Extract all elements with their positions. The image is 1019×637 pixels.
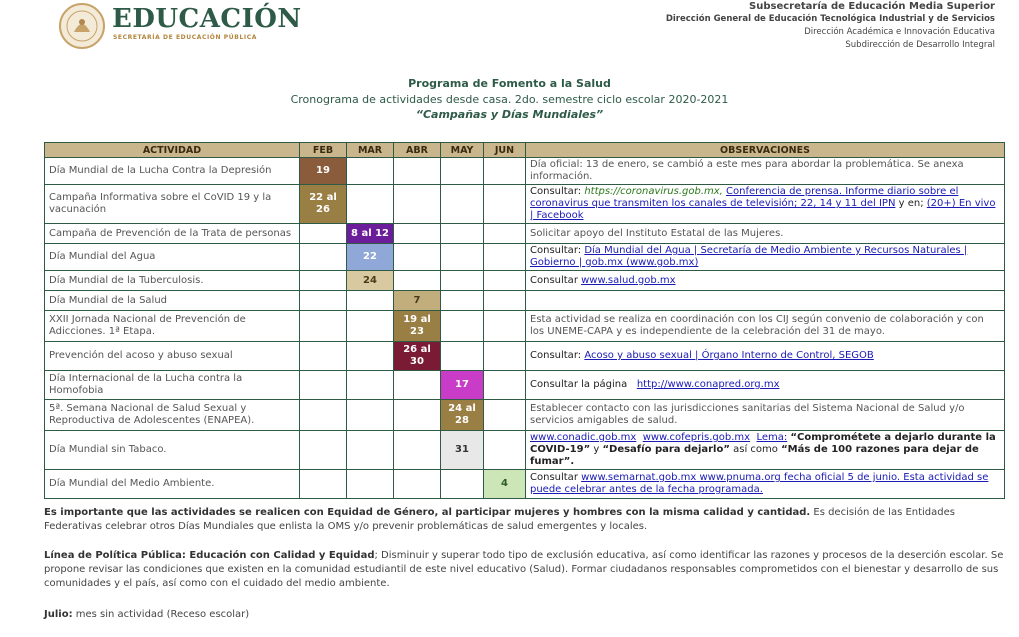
obs-link[interactable]: Día Mundial del Agua | Secretaría de Medio Ambiente y Recursos Naturales | Gobierno | gob.mx (www.gob.mx) (530, 245, 968, 268)
empty-month-cell (484, 158, 526, 185)
empty-month-cell (441, 244, 484, 271)
obs-text: Día oficial: 13 de enero, se cambió a este mes para abordar la problemática. Se anexa información. (530, 159, 964, 182)
empty-month-cell (441, 224, 484, 244)
observation-cell (526, 311, 1005, 342)
activity-cell: Día Mundial de la Salud (45, 291, 300, 311)
empty-month-cell (441, 291, 484, 311)
empty-month-cell (484, 224, 526, 244)
header-abr: ABR (394, 143, 441, 158)
empty-month-cell (484, 400, 526, 431)
table-row (45, 342, 1005, 371)
empty-month-cell (347, 311, 394, 342)
empty-month-cell (484, 342, 526, 371)
obs-link[interactable]: www.cofepris.gob.mx (642, 432, 751, 443)
empty-month-cell (300, 371, 347, 400)
empty-month-cell (394, 185, 441, 224)
empty-month-cell (300, 291, 347, 311)
empty-month-cell (300, 431, 347, 470)
obs-label: Consultar: (530, 186, 582, 197)
table-row (45, 158, 1005, 185)
empty-month-cell (300, 224, 347, 244)
mexico-seal-icon (58, 2, 106, 50)
date-cell: 31 (441, 431, 484, 470)
date-cell: 4 (484, 470, 526, 499)
obs-quote: “Desafío para dejarlo” (602, 444, 730, 455)
empty-month-cell (347, 158, 394, 185)
empty-month-cell (347, 400, 394, 431)
brand-logo-text: EDUCACIÓN (112, 4, 302, 34)
observation-cell (526, 371, 1005, 400)
empty-month-cell (441, 158, 484, 185)
date-cell: 22 al 26 (300, 185, 347, 224)
obs-link[interactable]: Acoso y abuso sexual | Órgano Interno de Control, SEGOB (584, 350, 874, 361)
empty-month-cell (484, 291, 526, 311)
empty-month-cell (347, 291, 394, 311)
campaign-title: “Campañas y Días Mundiales” (415, 108, 604, 121)
note-policy (44, 549, 1006, 591)
empty-month-cell (394, 400, 441, 431)
observation-cell (526, 244, 1005, 271)
empty-month-cell (347, 431, 394, 470)
obs-link[interactable]: https://coronavirus.gob.mx, (584, 186, 723, 197)
date-cell: 17 (441, 371, 484, 400)
obs-text: y en; (898, 198, 924, 209)
activity-cell: Día Mundial de la Lucha Contra la Depresión (45, 158, 300, 185)
schedule-subtitle: Cronograma de actividades desde casa. 2do. semestre ciclo escolar 2020-2021 (290, 93, 729, 106)
brand-subtitle: SECRETARÍA DE EDUCACIÓN PÚBLICA (113, 34, 257, 41)
empty-month-cell (300, 400, 347, 431)
table-row (45, 185, 1005, 224)
obs-label: Consultar: (530, 350, 582, 361)
empty-month-cell (300, 470, 347, 499)
activity-cell: 5ª. Semana Nacional de Salud Sexual y Reproductiva de Adolescentes (ENAPEA). (45, 400, 300, 431)
note-july-bold: Julio: (44, 609, 73, 620)
observation-cell (526, 271, 1005, 291)
empty-month-cell (394, 271, 441, 291)
observation-cell (526, 185, 1005, 224)
empty-month-cell (394, 158, 441, 185)
table-row (45, 224, 1005, 244)
date-cell: 7 (394, 291, 441, 311)
obs-label: Consultar (530, 472, 578, 483)
activity-cell: Día Internacional de la Lucha contra la Homofobia (45, 371, 300, 400)
note-july-text: mes sin actividad (Receso escolar) (75, 609, 250, 620)
empty-month-cell (394, 431, 441, 470)
table-row (45, 431, 1005, 470)
empty-month-cell (441, 470, 484, 499)
note-equity-bold: Es importante que las actividades se realicen con Equidad de Género, al participar mujeres y hombres con la misma calidad y cantidad. (44, 507, 811, 518)
date-cell: 8 al 12 (347, 224, 394, 244)
empty-month-cell (484, 271, 526, 291)
program-title: Programa de Fomento a la Salud (408, 77, 611, 90)
observation-cell (526, 431, 1005, 470)
empty-month-cell (441, 271, 484, 291)
obs-link[interactable]: www.salud.gob.mx (581, 274, 676, 286)
header-institution (666, 0, 995, 52)
obs-text: Solicitar apoyo del Instituto Estatal de las Mujeres. (530, 227, 784, 239)
empty-month-cell (347, 371, 394, 400)
header-line: Dirección General de Educación Tecnológica Industrial y de Servicios (665, 14, 995, 24)
header-actividad: ACTIVIDAD (45, 143, 300, 158)
table-header-row (45, 143, 1005, 158)
header-mar: MAR (347, 143, 394, 158)
date-cell: 22 (347, 244, 394, 271)
obs-link[interactable]: http://www.conapred.org.mx (636, 379, 780, 390)
table-row (45, 470, 1005, 499)
obs-link[interactable]: Lema: (756, 432, 788, 443)
empty-month-cell (347, 342, 394, 371)
empty-month-cell (394, 244, 441, 271)
note-equity-text: Es decisión de las Entidades Federativas celebrar otros Días Mundiales que enlista la OMS y/o prevenir problemáticas de salud emergentes y locales. (44, 507, 955, 532)
empty-month-cell (484, 371, 526, 400)
obs-label: Consultar la página (530, 379, 628, 390)
schedule-table (44, 142, 1005, 499)
header-observaciones: OBSERVACIONES (526, 143, 1005, 158)
table-row (45, 400, 1005, 431)
observation-cell (526, 291, 1005, 311)
empty-month-cell (394, 371, 441, 400)
table-row (45, 271, 1005, 291)
date-cell: 19 (300, 158, 347, 185)
observation-cell (526, 158, 1005, 185)
obs-quote: “Comprométete a dejarlo durante la COVID-19” (530, 432, 996, 455)
obs-text: y (593, 444, 600, 455)
activity-cell: Campaña de Prevención de la Trata de personas (45, 224, 300, 244)
empty-month-cell (484, 431, 526, 470)
observation-cell (526, 342, 1005, 371)
empty-month-cell (441, 311, 484, 342)
empty-month-cell (394, 224, 441, 244)
observation-cell (526, 400, 1005, 431)
empty-month-cell (347, 470, 394, 499)
header-line: Subsecretaría de Educación Media Superior (749, 1, 995, 12)
table-row (45, 311, 1005, 342)
activity-cell: Campaña Informativa sobre el CoVID 19 y la vacunación (45, 185, 300, 224)
obs-label: Consultar (530, 274, 578, 286)
obs-label: Consultar: (530, 245, 582, 256)
table-row (45, 291, 1005, 311)
activity-cell: Prevención del acoso y abuso sexual (45, 342, 300, 371)
empty-month-cell (347, 185, 394, 224)
activity-cell: Día Mundial del Agua (45, 244, 300, 271)
observation-cell (526, 224, 1005, 244)
date-cell: 24 al 28 (441, 400, 484, 431)
obs-link[interactable]: www.semarnat.gob.mx www.pnuma.org fecha oficial 5 de junio. Esta actividad se puede celebrar antes de la fecha programada. (530, 472, 989, 495)
obs-link[interactable]: (20+) En vivo | Facebook (530, 198, 996, 221)
table-row (45, 371, 1005, 400)
empty-month-cell (300, 271, 347, 291)
header-line: Subdirección de Desarrollo Integral (845, 40, 995, 50)
date-cell: 24 (347, 271, 394, 291)
note-july (44, 608, 1006, 622)
empty-month-cell (300, 342, 347, 371)
empty-month-cell (484, 185, 526, 224)
obs-link[interactable]: Conferencia de prensa. Informe diario sobre el coronavirus que transmiten los canales de televisión; 22, 14 y 11 del IPN (530, 186, 959, 209)
activity-cell: Día Mundial de la Tuberculosis. (45, 271, 300, 291)
obs-text: Establecer contacto con las jurisdicciones sanitarias del Sistema Nacional de Salud y/o servicios amigables de salud. (530, 403, 965, 426)
obs-text: Esta actividad se realiza en coordinación con los CIJ según convenio de colaboración y con los UNEME-CAPA y es independiente de la celebración del 31 de mayo. (530, 314, 984, 337)
activity-cell: XXII Jornada Nacional de Prevención de Adicciones. 1ª Etapa. (45, 311, 300, 342)
note-policy-text: ; Disminuir y superar todo tipo de exclusión educativa, así como identificar las razones y procesos de la deserción escolar. Se propone revisar las condiciones que existen en la comunidad estudiantil de este nivel educativo (Salud). Formar ciudadanos responsables comprometidos con el bienestar y desarrollo de sus comunidades y el país, así como con el cuidado del medio ambiente. (44, 550, 1004, 589)
observation-cell (526, 470, 1005, 499)
header-feb: FEB (300, 143, 347, 158)
activity-cell: Día Mundial del Medio Ambiente. (45, 470, 300, 499)
empty-month-cell (484, 244, 526, 271)
header-line: Dirección Académica e Innovación Educativa (804, 27, 995, 37)
header-may: MAY (441, 143, 484, 158)
obs-quote: “Más de 100 razones para dejar de fumar”. (530, 444, 979, 467)
date-cell: 26 al 30 (394, 342, 441, 371)
empty-month-cell (484, 311, 526, 342)
note-equity (44, 506, 1006, 534)
empty-month-cell (300, 244, 347, 271)
empty-month-cell (441, 342, 484, 371)
empty-month-cell (300, 311, 347, 342)
empty-month-cell (441, 185, 484, 224)
table-row (45, 244, 1005, 271)
obs-text: así como (733, 444, 778, 455)
obs-link[interactable]: www.conadic.gob.mx (530, 432, 637, 443)
activity-cell: Día Mundial sin Tabaco. (45, 431, 300, 470)
empty-month-cell (394, 470, 441, 499)
date-cell: 19 al 23 (394, 311, 441, 342)
header-jun: JUN (484, 143, 526, 158)
note-policy-bold: Línea de Política Pública: Educación con Calidad y Equidad (44, 550, 375, 561)
